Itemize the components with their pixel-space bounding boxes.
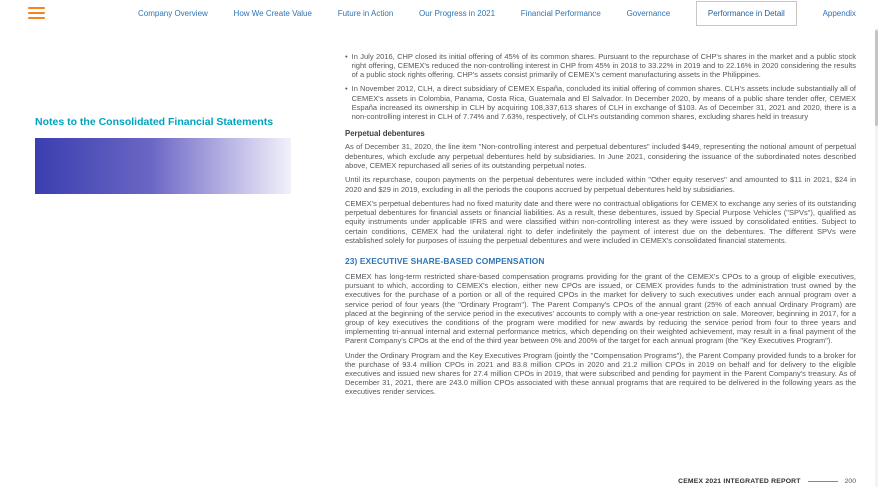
menu-icon[interactable] [28,7,45,19]
bullet-text: • In July 2016, CHP closed its initial offering of 45% of its common shares. Pursuant to the repurchase of CHP's shares in the market and a public stock right offering, CEMEX's reduced the non-controlling interest in CHP from 45% in 2018 to 33.22% in 2019 and to 22.16% in 2020 considering the results of a public stock rights offering. CHP's assets consist primarily of CEMEX's cement manufacturing assets in the Philippines. [351,52,856,80]
paragraph: Under the Ordinary Program and the Key Executives Program (jointly the "Compensation Programs"), the Parent Company provided funds to a broker for the purchase of 93.4 million CPOs in 2021 and 83.8 million CPOs in 2020 and 21.2 million CPOs in 2019 on behalf and for delivery to the eligible executives and issued new shares for 27.4 million CPOs in 2019, that were subscribed and pending for payment in the Parent Company's treasury. As of December 31, 2021, there are 243.0 million CPOs associated with these annual programs that are required to be delivered in the following years as the executives render services. [345,350,856,397]
paragraph: As of December 31, 2020, the line item "Non-controlling interest and perpetual debentures" included $449, representing the notional amount of perpetual debentures, which exclude any perpetual debentures held by subsidiaries. In June 2021, considering the issuance of the subordinated notes described above, CEMEX repurchased all series of its outstanding perpetual notes. [345,142,856,170]
nav-item-performance-in-detail[interactable]: Performance in Detail [696,1,797,26]
bullet-list [345,52,856,121]
list-item [345,84,856,121]
bullet-text: • In November 2012, CLH, a direct subsidiary of CEMEX España, concluded its initial offering of common shares. CLH's assets include substantially all of CEMEX's assets in Colombia, Panama, Costa Rica, Guatemala and El Salvador. In December 2020, by means of a public share tender offer, CEMEX España increased its ownership in CLH by acquiring 108,337,613 shares of CLH in exchange of $103. As of December 31, 2021 and 2020, there is a non-controlling interest in CLH of 7.74% and 7.63%, respectively, of CLH's outstanding common shares, excluding shares held in treasury [351,84,856,121]
nav-item-future-in-action[interactable]: Future in Action [337,8,394,18]
menu-icon-bar [28,7,45,9]
section-heading-perpetual-debentures: Perpetual debentures [345,128,425,138]
report-title: CEMEX 2021 INTEGRATED REPORT [678,478,801,485]
nav-item-governance[interactable]: Governance [626,8,671,18]
top-navigation [0,0,880,26]
nav-item-appendix[interactable]: Appendix [822,8,856,18]
section-heading-executive-share-based-compensation: 23) EXECUTIVE SHARE-BASED COMPENSATION [345,255,545,266]
nav-item-our-progress-in-2021[interactable]: Our Progress in 2021 [419,8,496,18]
menu-icon-bar [28,17,45,19]
nav-menu [138,0,856,26]
paragraph: CEMEX's perpetual debentures had no fixed maturity date and there were no contractual obligations for CEMEX to exchange any series of its outstanding perpetual debentures for financial assets or financial liabilities. As a result, these debentures, issued by Special Purpose Vehicles ("SPVs"), qualified as equity instruments under applicable IFRS and were classified within non-controlling interest as they were issued by consolidated entities. Subject to certain conditions, CEMEX had the unilateral right to defer indefinitely the payment of interest due on the debentures. The different SPVs were established solely for purposes of issuing the perpetual debentures and were included in CEMEX's consolidated financial statements. [345,199,856,245]
page-title: Notes to the Consolidated Financial Statements [35,116,274,128]
footer [678,478,856,485]
paragraph: CEMEX has long-term restricted share-based compensation programs providing for the grant of the CEMEX's CPOs to a group of eligible executives, pursuant to which, according to CEMEX's election, either new CPOs are issued, or CEMEX provides funds to the administration trust owned by the executives for the purchase of a portion or all of the required CPOs in the market for delivery to such executives under each annual program over a service period of four years (the "Ordinary Program"). The Parent Company's CPOs of the annual grant (25% of each annual Ordinary Program) are placed at the beginning of the service period in the executives' accounts to comply with a one-year restriction on sale. Moreover, beginning in 2017, for a group of key executives the conditions of the program were modified for new awards by reducing the service period from four to three years and implementing tri-annual internal and external performance metrics, which depending on their weighted achievement, may result in a final payment of the Parent Company's CPOs at the end of the third year between 0% and 200% of the target for each annual program (the "Key Executives Program"). [345,272,856,346]
decorative-gradient-banner [35,138,291,194]
sidebar [35,116,291,194]
footer-divider [808,481,838,482]
scrollbar-thumb[interactable] [875,30,878,126]
page-number: 200 [844,478,856,485]
menu-icon-bar [28,12,45,14]
paragraph: Until its repurchase, coupon payments on the perpetual debentures were included within "Other equity reserves" and amounted to $11 in 2021, $24 in 2020 and $29 in 2019, excluding in all the periods the coupons accrued by perpetual debentures held by subsidiaries. [345,175,856,194]
nav-item-company-overview[interactable]: Company Overview [138,8,208,18]
main-content [345,52,856,402]
nav-item-how-we-create-value[interactable]: How We Create Value [233,8,312,18]
nav-item-financial-performance[interactable]: Financial Performance [520,8,601,18]
list-item [345,52,856,79]
